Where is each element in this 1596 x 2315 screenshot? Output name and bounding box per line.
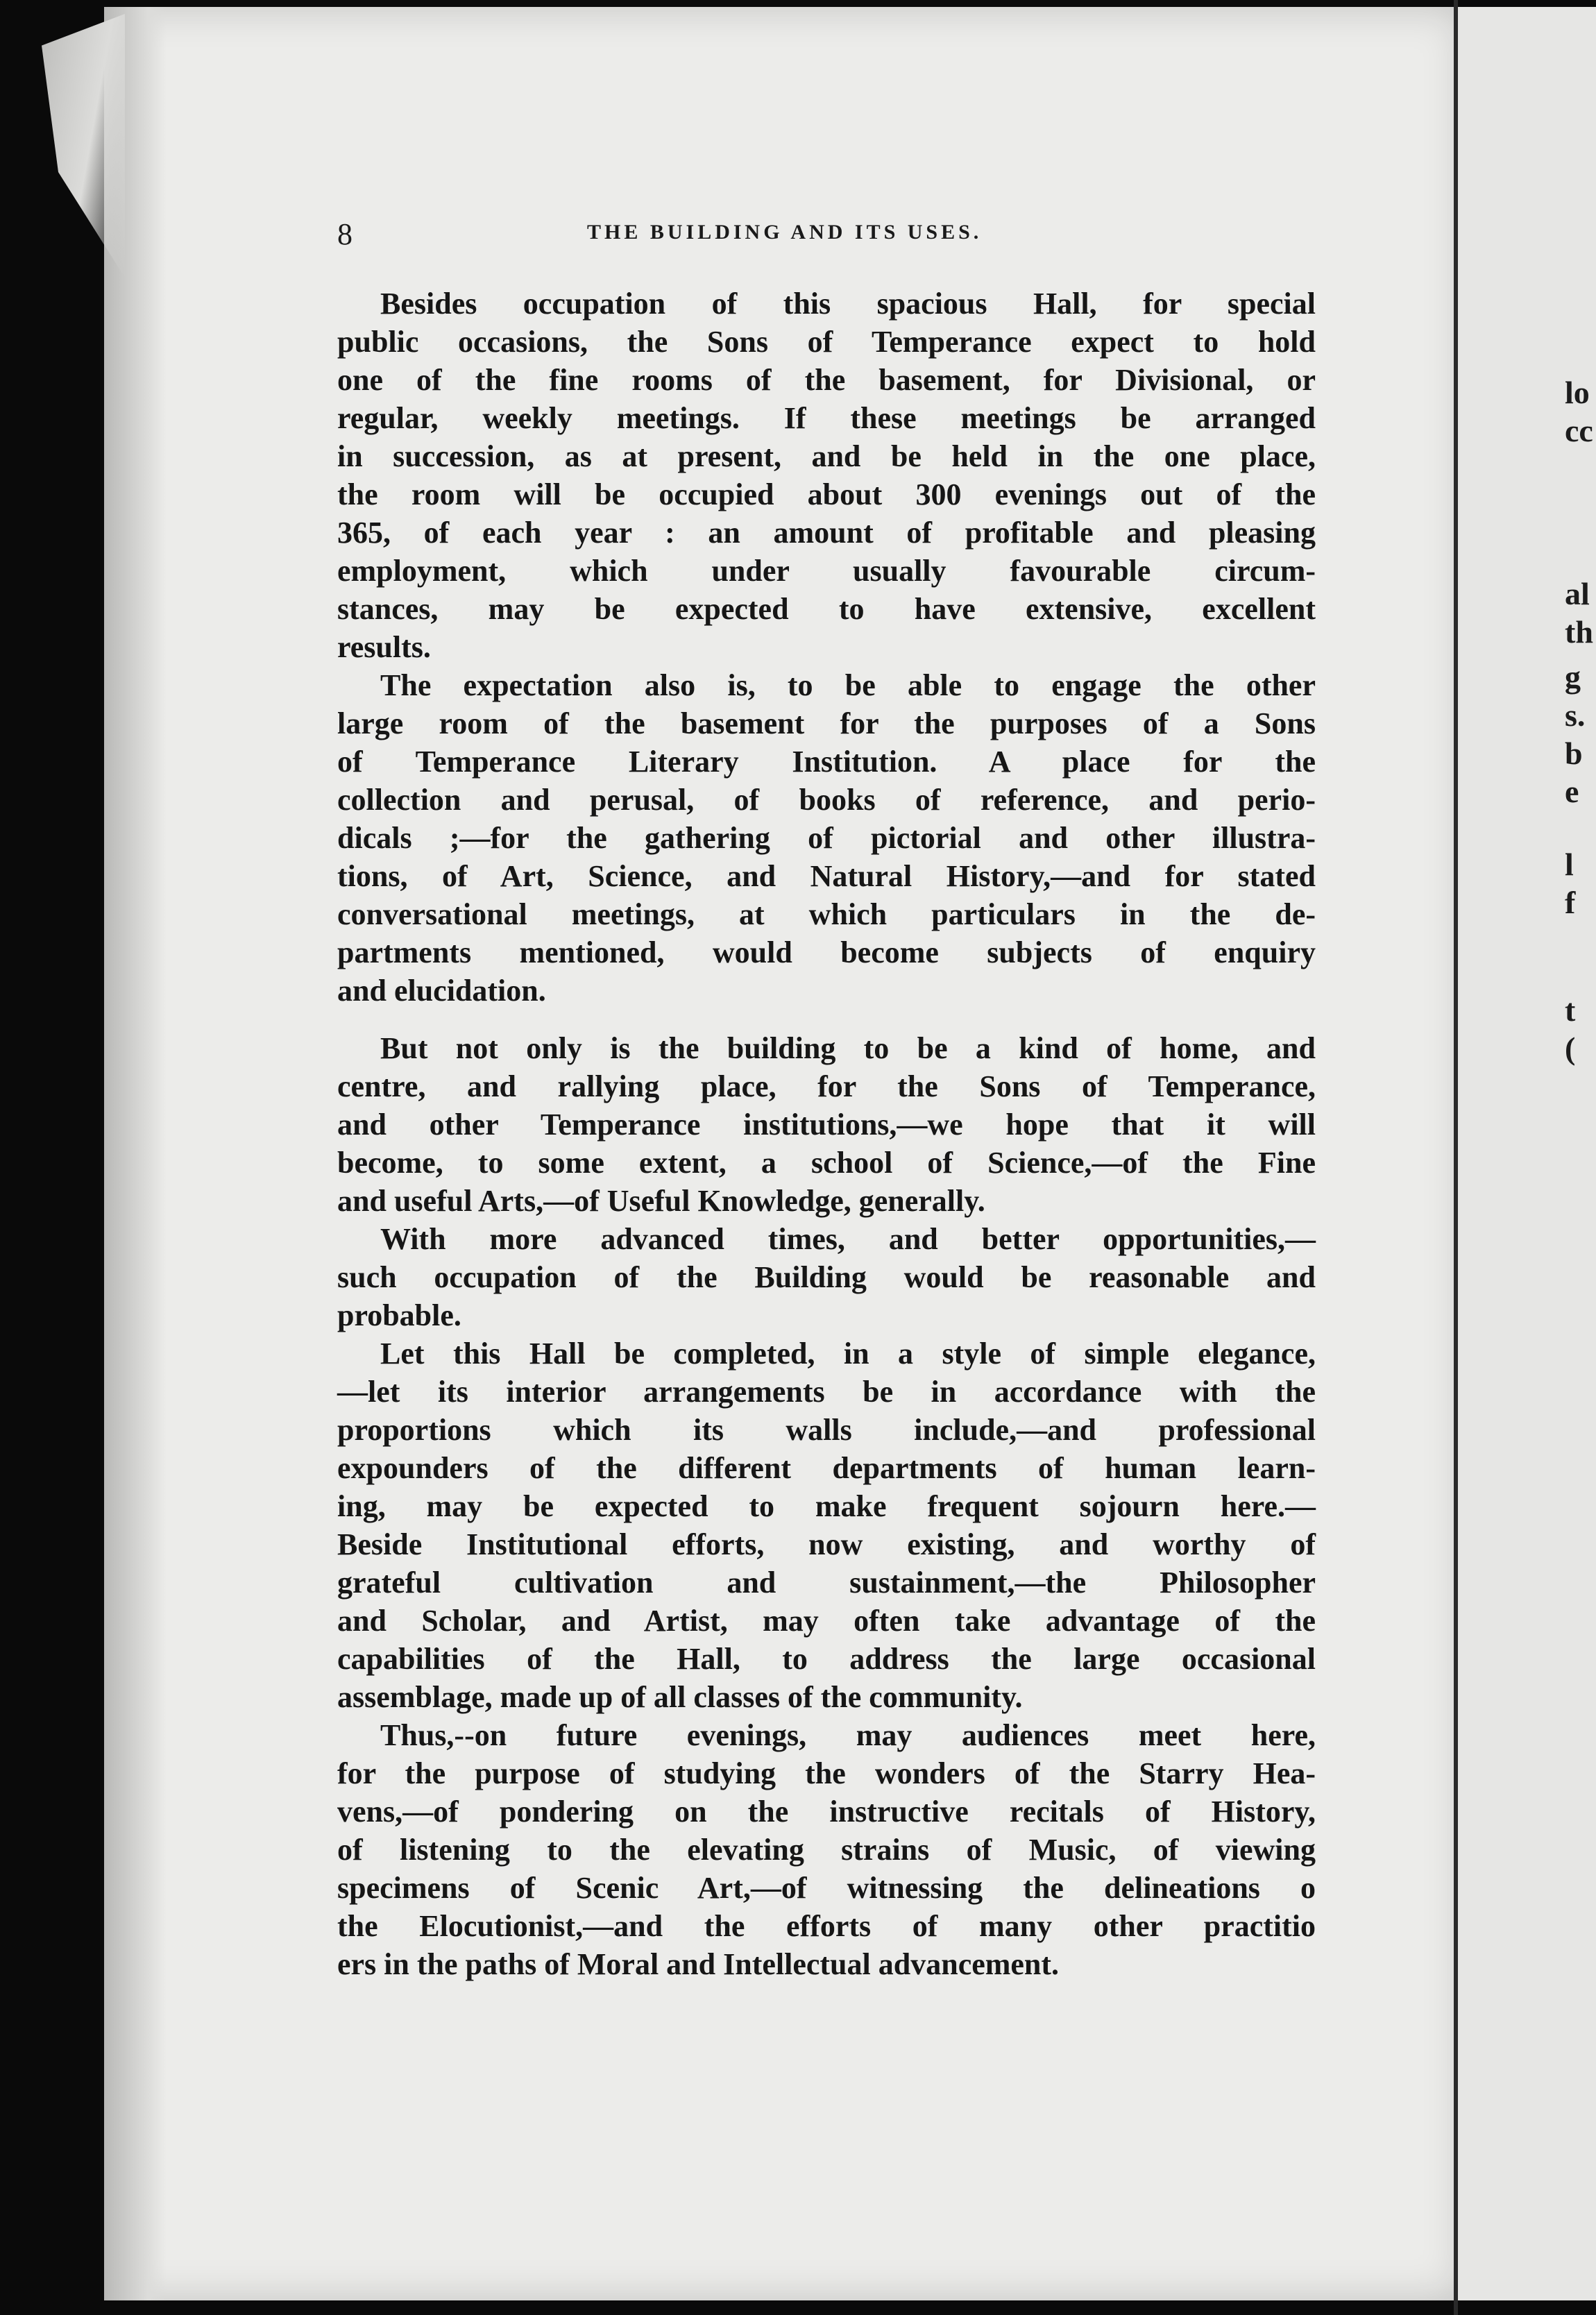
text-line: of listening to the elevating strains of Music, of viewing bbox=[337, 1833, 1316, 1867]
text-line: Beside Institutional efforts, now existing, and worthy of bbox=[337, 1527, 1316, 1561]
facing-page-fragment: th bbox=[1565, 614, 1593, 650]
text-line: assemblage, made up of all classes of the community. bbox=[337, 1680, 1023, 1714]
text-line: probable. bbox=[337, 1298, 461, 1332]
text-line: and useful Arts,—of Useful Knowledge, generally. bbox=[337, 1184, 985, 1218]
facing-page-fragment: lo bbox=[1565, 375, 1590, 410]
text-line: the room will be occupied about 300 evenings out of the bbox=[337, 477, 1316, 511]
paragraph bbox=[337, 666, 1316, 1010]
text-line: and Scholar, and Artist, may often take advantage of the bbox=[337, 1604, 1316, 1638]
text-line: such occupation of the Building would be reasonable and bbox=[337, 1260, 1316, 1294]
facing-page-fragment: t bbox=[1565, 992, 1576, 1028]
paragraph bbox=[337, 1334, 1316, 1716]
facing-page-fragment: b bbox=[1565, 736, 1583, 771]
text-line: ers in the paths of Moral and Intellectual advancement. bbox=[337, 1947, 1060, 1981]
page-gutter-shadow bbox=[104, 7, 167, 2300]
facing-page-fragment: al bbox=[1565, 576, 1590, 611]
text-line: employment, which under usually favourable circum- bbox=[337, 554, 1316, 588]
text-line: of Temperance Literary Institution. A place for the bbox=[337, 745, 1316, 779]
text-line: Besides occupation of this spacious Hall, for special bbox=[380, 287, 1316, 321]
text-line: collection and perusal, of books of reference, and perio- bbox=[337, 783, 1316, 817]
text-line: dicals ;—for the gathering of pictorial and other illustra- bbox=[337, 821, 1316, 855]
text-line: capabilities of the Hall, to address the large occasional bbox=[337, 1642, 1316, 1676]
facing-page-fragment: s. bbox=[1565, 697, 1586, 733]
paragraph-spacer bbox=[337, 1010, 1316, 1029]
text-line: stances, may be expected to have extensive, excellent bbox=[337, 592, 1316, 626]
text-line: and other Temperance institutions,—we hope that it will bbox=[337, 1108, 1316, 1142]
text-line: vens,—of pondering on the instructive recitals of History, bbox=[337, 1795, 1316, 1829]
text-line: The expectation also is, to be able to engage the other bbox=[380, 668, 1316, 702]
paragraph bbox=[337, 1029, 1316, 1220]
facing-page-fragment: e bbox=[1565, 774, 1579, 809]
text-line: become, to some extent, a school of Science,—of the Fine bbox=[337, 1146, 1316, 1180]
text-line: expounders of the different departments of human learn- bbox=[337, 1451, 1316, 1485]
text-line: grateful cultivation and sustainment,—the Philosopher bbox=[337, 1566, 1316, 1600]
text-line: results. bbox=[337, 630, 431, 664]
body-text bbox=[337, 285, 1316, 1983]
text-line: ing, may be expected to make frequent sojourn here.— bbox=[337, 1489, 1316, 1523]
page-number: 8 bbox=[337, 217, 353, 251]
text-line: Let this Hall be completed, in a style of simple elegance, bbox=[380, 1337, 1316, 1371]
running-title: THE BUILDING AND ITS USES. bbox=[587, 221, 983, 244]
text-line: With more advanced times, and better opportunities,— bbox=[380, 1222, 1316, 1256]
text-line: Thus,--on future evenings, may audiences meet here, bbox=[380, 1718, 1316, 1752]
text-line: public occasions, the Sons of Temperance expect to hold bbox=[337, 325, 1316, 359]
facing-page-fragment: g bbox=[1565, 659, 1581, 695]
facing-page-edge bbox=[1458, 7, 1596, 2300]
text-line: large room of the basement for the purposes of a Sons bbox=[337, 706, 1316, 740]
text-line: one of the fine rooms of the basement, for Divisional, or bbox=[337, 363, 1316, 397]
text-line: specimens of Scenic Art,—of witnessing the delineations o bbox=[337, 1871, 1316, 1905]
page-header bbox=[337, 217, 1316, 250]
text-line: But not only is the building to be a kind of home, and bbox=[380, 1031, 1316, 1065]
text-line: partments mentioned, would become subjects of enquiry bbox=[337, 935, 1316, 969]
text-line: regular, weekly meetings. If these meetings be arranged bbox=[337, 401, 1316, 435]
paragraph bbox=[337, 285, 1316, 666]
text-line: 365, of each year : an amount of profitable and pleasing bbox=[337, 516, 1316, 550]
paragraph bbox=[337, 1220, 1316, 1334]
text-line: in succession, as at present, and be held in the one place, bbox=[337, 439, 1316, 473]
text-line: conversational meetings, at which particulars in the de- bbox=[337, 897, 1316, 931]
text-line: and elucidation. bbox=[337, 974, 546, 1008]
text-line: proportions which its walls include,—and professional bbox=[337, 1413, 1316, 1447]
text-line: centre, and rallying place, for the Sons of Temperance, bbox=[337, 1069, 1316, 1103]
facing-page-fragment: l bbox=[1565, 847, 1574, 882]
text-line: —let its interior arrangements be in accordance with the bbox=[337, 1375, 1316, 1409]
text-line: the Elocutionist,—and the efforts of many other practitio bbox=[337, 1909, 1316, 1943]
paragraph bbox=[337, 1716, 1316, 1983]
text-line: tions, of Art, Science, and Natural History,—and for stated bbox=[337, 859, 1316, 893]
facing-page-fragment: cc bbox=[1565, 413, 1593, 448]
facing-page-fragment: ( bbox=[1565, 1031, 1576, 1066]
text-line: for the purpose of studying the wonders of the Starry Hea- bbox=[337, 1756, 1316, 1790]
facing-page-fragment: f bbox=[1565, 885, 1576, 920]
